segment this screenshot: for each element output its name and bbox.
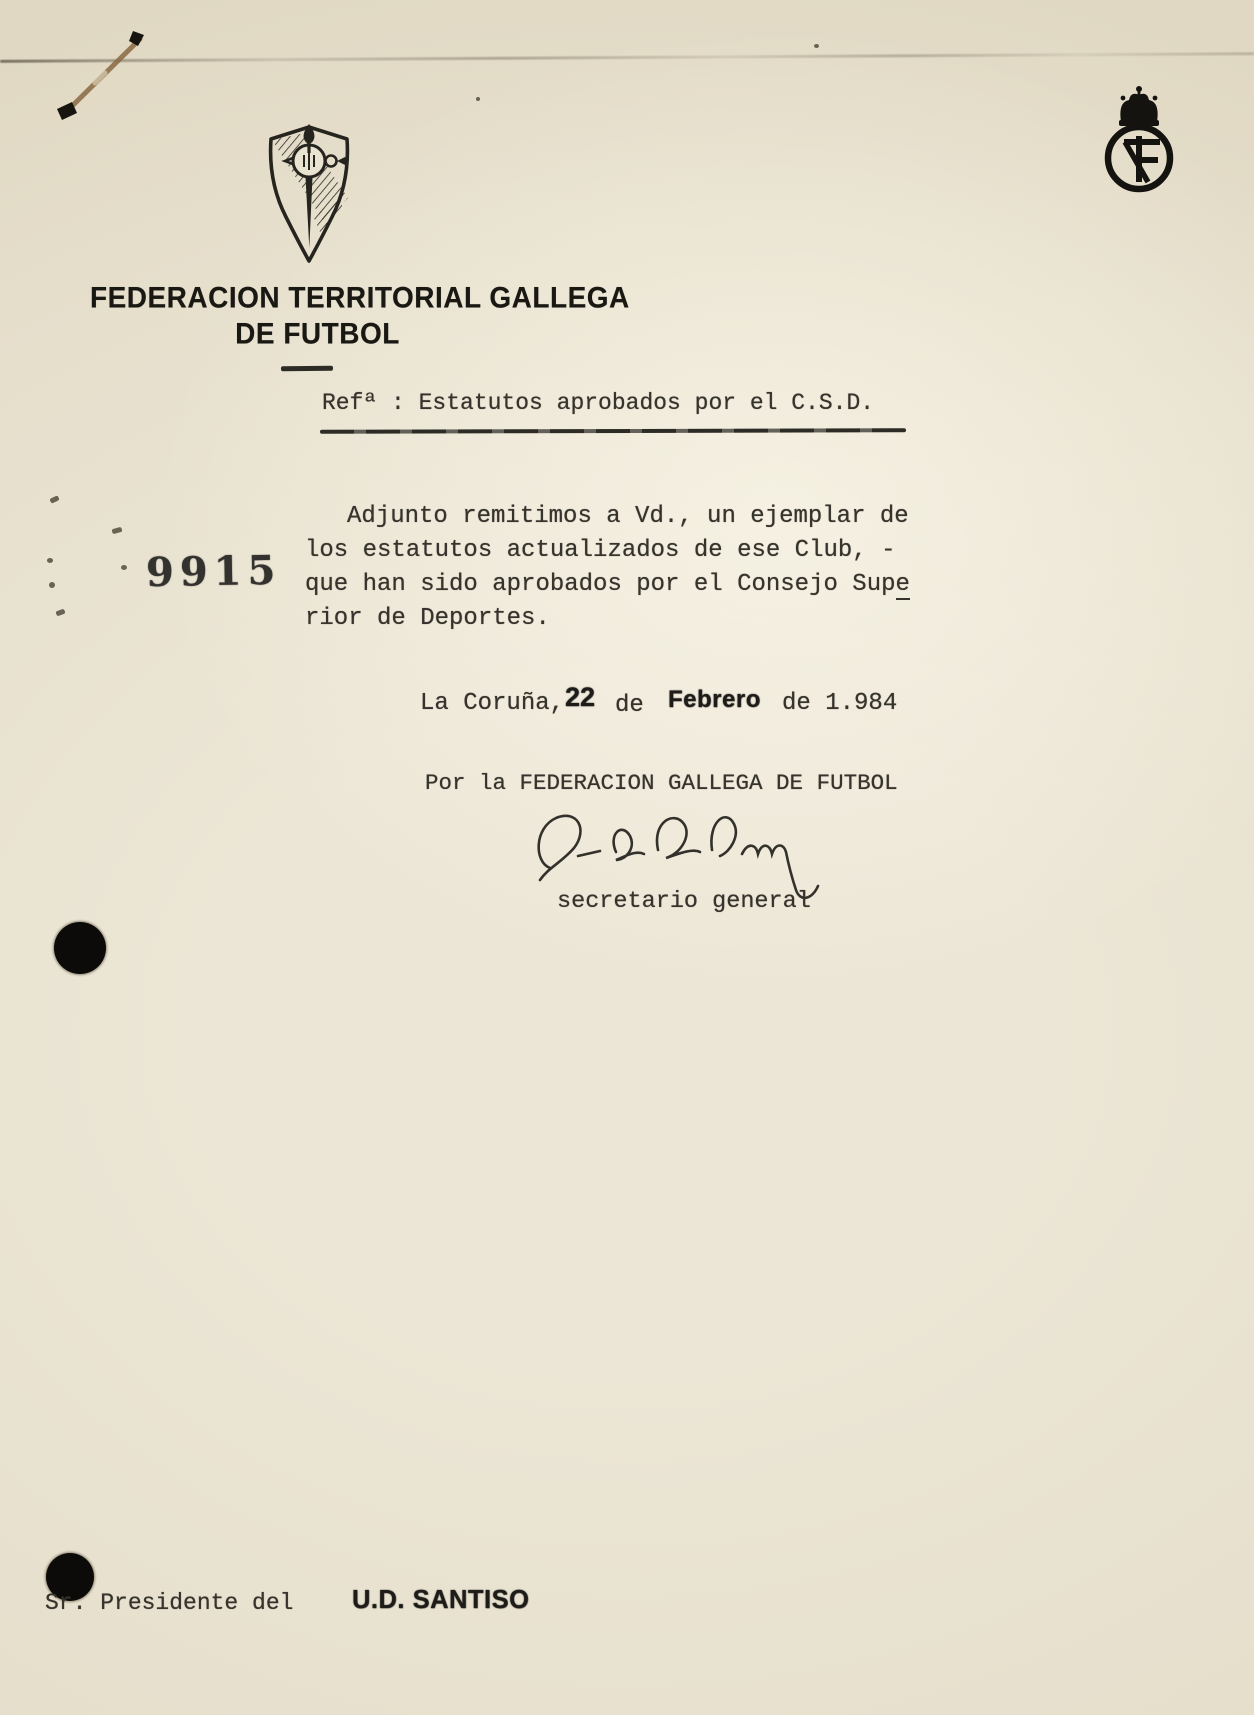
letterhead-org-name-2: DE FUTBOL: [235, 317, 400, 350]
paper-speck: [814, 44, 819, 48]
reference-underline: [320, 428, 906, 433]
body-line-3-text: que han sido aprobados por el Consejo Sup: [305, 571, 896, 598]
body-line-1: Adjunto remitimos a Vd., un ejemplar de: [347, 503, 909, 530]
body-line-3-continuation: e: [895, 571, 910, 598]
pen-mark: [45, 25, 155, 130]
date-place: La Coruña,: [420, 690, 565, 717]
crowned-federation-emblem-icon: [1094, 84, 1184, 202]
signature-by-line: Por la FEDERACION GALLEGA DE FUTBOL: [425, 770, 898, 796]
paper-speck: [47, 558, 53, 563]
addressee-club-stamp: U.D. SANTISO: [352, 1586, 530, 1614]
body-line-4: rior de Deportes.: [305, 605, 550, 632]
paper-speck: [49, 495, 59, 503]
federation-shield-icon: [258, 118, 360, 270]
registry-number-stamp: 9915: [145, 546, 282, 597]
paper-speck: [55, 609, 65, 617]
date-month-stamp: Febrero: [668, 686, 761, 713]
date-day-stamp: 22: [565, 682, 596, 712]
addressee-label: Sr. Presidente del: [45, 1590, 294, 1616]
hole-punch: [54, 922, 106, 974]
date-de-1: de: [615, 692, 644, 719]
body-line-2: los estatutos actualizados de ese Club, -: [305, 537, 896, 564]
letterhead-org-name: FEDERACION TERRITORIAL GALLEGA: [90, 281, 630, 314]
date-year: de 1.984: [782, 690, 898, 717]
letterhead-underline: [281, 366, 333, 372]
paper-speck: [112, 527, 123, 534]
body-line-3: [305, 571, 910, 598]
paper-speck: [121, 565, 127, 570]
reference-line: Refª : Estatutos aprobados por el C.S.D.: [322, 390, 875, 416]
paper-crease: [0, 52, 1254, 63]
paper-speck: [476, 97, 480, 101]
signature-role: secretario general: [557, 888, 811, 915]
paper-speck: [49, 582, 55, 588]
